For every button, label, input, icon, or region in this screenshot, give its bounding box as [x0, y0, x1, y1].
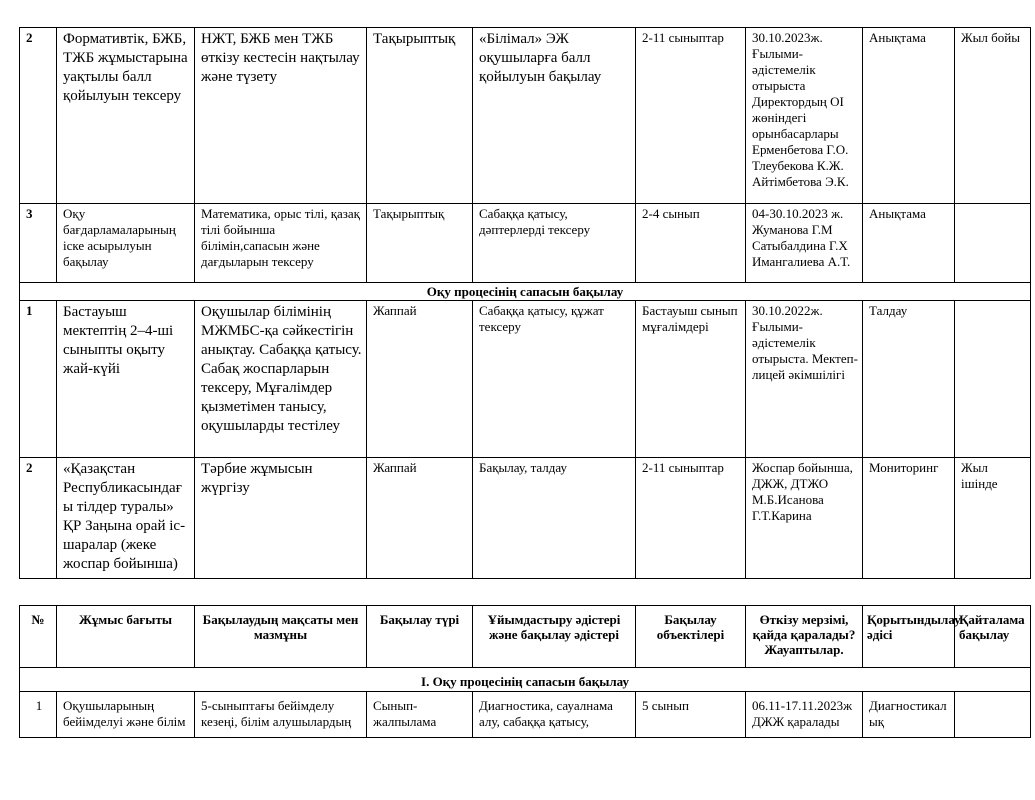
- row-number: 1: [20, 301, 57, 458]
- section-row: [20, 283, 1031, 301]
- repeat-control: Жыл ішінде: [955, 458, 1031, 579]
- header-result-method: Қорытындылау әдісі: [863, 606, 955, 668]
- table-row: [20, 301, 1031, 458]
- header-row: [20, 606, 1031, 668]
- control-purpose: НЖТ, БЖБ мен ТЖБ өткізу кестесін нақтылау және түзету: [195, 28, 367, 204]
- table-row: [20, 458, 1031, 579]
- header-control-purpose: Бақылаудың мақсаты мен мазмұны: [195, 606, 367, 668]
- work-direction: «Қазақстан Республикасындағы тілдер туралы» ҚР Заңына орай іс-шаралар (жеке жоспар бойынша): [57, 458, 195, 579]
- section-title: Оқу процесінің сапасын бақылау: [20, 283, 1031, 301]
- control-objects: 2-11 сыныптар: [636, 458, 746, 579]
- repeat-control: Жыл бойы: [955, 28, 1031, 204]
- table-row: [20, 692, 1031, 738]
- work-direction: Оқушыларының бейімделуі және білім: [57, 692, 195, 738]
- header-number: №: [20, 606, 57, 668]
- control-objects: 2-11 сыныптар: [636, 28, 746, 204]
- row-number: 2: [20, 28, 57, 204]
- row-number: 2: [20, 458, 57, 579]
- row-number: 3: [20, 204, 57, 283]
- work-direction: Формативтік, БЖБ, ТЖБ жұмыстарына уақтылы балл қойылуын тексеру: [57, 28, 195, 204]
- repeat-control: [955, 301, 1031, 458]
- row-number: 1: [20, 692, 57, 738]
- control-purpose: 5-сыныптағы бейімделу кезеңі, білім алушылардың: [195, 692, 367, 738]
- result-method: Анықтама: [863, 28, 955, 204]
- control-type: Тақырыптық: [367, 204, 473, 283]
- control-purpose: Тәрбие жұмысын жүргізу: [195, 458, 367, 579]
- control-purpose: Математика, орыс тілі, қазақ тілі бойынша білімін,сапасын және дағдыларын тексеру: [195, 204, 367, 283]
- control-objects: 2-4 сынып: [636, 204, 746, 283]
- control-methods: «Білімал» ЭЖ оқушыларға балл қойылуын бақылау: [473, 28, 636, 204]
- deadline-responsible: Жоспар бойынша, ДЖЖ, ДТЖО М.Б.Исанова Г.Т.Карина: [746, 458, 863, 579]
- control-plan-table-1: [19, 27, 1031, 579]
- work-direction: Оқу бағдарламаларының іске асырылуын бақылау: [57, 204, 195, 283]
- deadline-responsible: 30.10.2022ж. Ғылыми-әдістемелік отырыста. Мектеп-лицей әкімшілігі: [746, 301, 863, 458]
- repeat-control: [955, 204, 1031, 283]
- control-methods: Диагностика, сауалнама алу, сабаққа қатысу,: [473, 692, 636, 738]
- header-deadline: Өткізу мерзімі, қайда қаралады? Жауаптылар.: [746, 606, 863, 668]
- control-methods: Сабаққа қатысу, дәптерлерді тексеру: [473, 204, 636, 283]
- control-type: Жаппай: [367, 458, 473, 579]
- control-objects: 5 сынып: [636, 692, 746, 738]
- table-row: [20, 204, 1031, 283]
- header-control-objects: Бақылау объектілері: [636, 606, 746, 668]
- control-plan-table-2: [19, 605, 1031, 738]
- control-methods: Бақылау, талдау: [473, 458, 636, 579]
- header-repeat-control: Қайталама бақылау: [955, 606, 1031, 668]
- header-work-direction: Жұмыс бағыты: [57, 606, 195, 668]
- repeat-control: [955, 692, 1031, 738]
- control-purpose: Оқушылар білімінің МЖМБС-қа сәйкестігін анықтау. Сабаққа қатысу. Сабақ жоспарларын тексеру, Мұғалімдер қызметімен танысу, оқушыларды тестілеу: [195, 301, 367, 458]
- table-row: [20, 28, 1031, 204]
- control-type: Жаппай: [367, 301, 473, 458]
- control-type: Тақырыптық: [367, 28, 473, 204]
- deadline-responsible: 30.10.2023ж. Ғылыми-әдістемелік отырыста Директордың ОІ жөніндегі орынбасарлары Ерменбетова Г.О. Тлеубекова К.Ж. Айтімбетова Э.К.: [746, 28, 863, 204]
- result-method: Анықтама: [863, 204, 955, 283]
- work-direction: Бастауыш мектептің 2–4-ші сыныпты оқыту жай-күйі: [57, 301, 195, 458]
- section-row: [20, 668, 1031, 692]
- header-control-type: Бақылау түрі: [367, 606, 473, 668]
- result-method: Мониторинг: [863, 458, 955, 579]
- control-methods: Сабаққа қатысу, құжат тексеру: [473, 301, 636, 458]
- result-method: Талдау: [863, 301, 955, 458]
- control-objects: Бастауыш сынып мұғалімдері: [636, 301, 746, 458]
- header-control-methods: Ұйымдастыру әдістері және бақылау әдістері: [473, 606, 636, 668]
- result-method: Диагностикалық: [863, 692, 955, 738]
- deadline-responsible: 04-30.10.2023 ж. Жуманова Г.М Сатыбалдина Г.Х Имангалиева А.Т.: [746, 204, 863, 283]
- deadline-responsible: 06.11-17.11.2023ж ДЖЖ қаралады: [746, 692, 863, 738]
- section-title: I. Оқу процесінің сапасын бақылау: [20, 668, 1031, 692]
- control-type: Сынып-жалпылама: [367, 692, 473, 738]
